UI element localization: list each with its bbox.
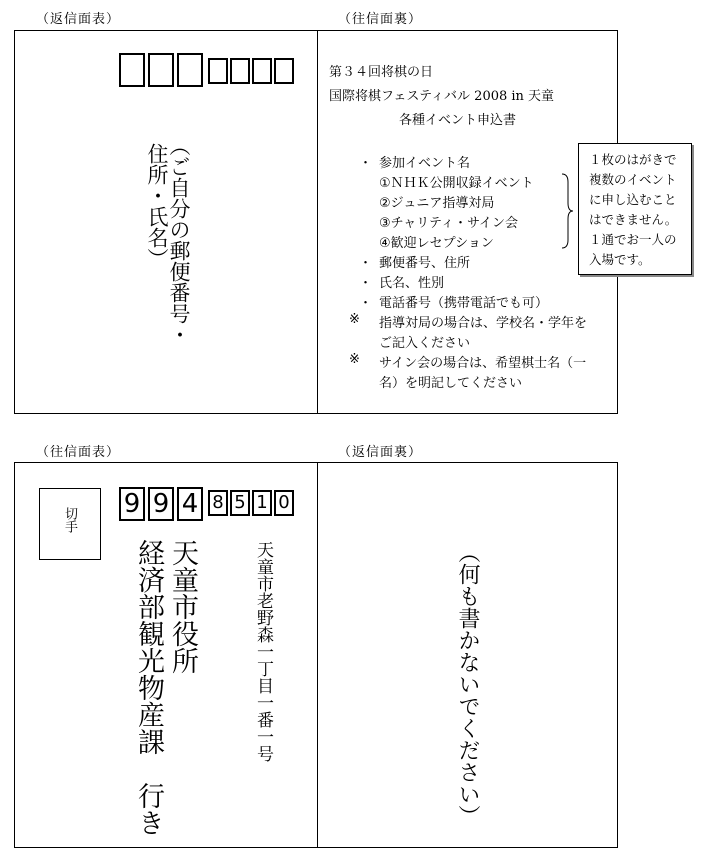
callout-line: 入場です。 bbox=[589, 252, 651, 267]
item-event-2: ②ジュニア指導対局 bbox=[379, 196, 495, 211]
postal-digit: 0 bbox=[274, 490, 294, 516]
card-divider bbox=[317, 463, 318, 847]
top-postcard bbox=[14, 30, 618, 414]
note-1-line2: ご記入ください bbox=[379, 336, 471, 351]
bottom-postcard bbox=[14, 462, 618, 848]
postal-digit: 4 bbox=[177, 487, 203, 521]
callout-line: １枚のはがきで bbox=[589, 152, 677, 167]
recipient-line1: 天童市役所 bbox=[167, 539, 198, 674]
recipient-address: 天童市老野森一丁目一番一号 bbox=[253, 541, 273, 762]
caption-return-front: （返信面表） bbox=[36, 12, 121, 27]
item-address: 郵便番号、住所 bbox=[379, 256, 471, 271]
brace-icon bbox=[559, 173, 575, 249]
postal-box bbox=[177, 53, 203, 87]
callout-line: １通でお一人の bbox=[589, 232, 677, 247]
bullet: ・ bbox=[359, 256, 373, 271]
item-phone: 電話番号（携帯電話でも可） bbox=[379, 296, 549, 311]
callout-line: はできません。 bbox=[589, 212, 678, 227]
address-instruction-line2: 住所・氏名） bbox=[145, 143, 169, 269]
callout-line: 複数のイベント bbox=[589, 172, 677, 187]
postal-box bbox=[148, 53, 174, 87]
note-mark: ※ bbox=[349, 312, 360, 327]
form-title-line1: 第３４回将棋の日 bbox=[329, 65, 434, 80]
postal-box bbox=[252, 58, 272, 84]
do-not-write-instruction: （何も書かないでください） bbox=[455, 541, 480, 827]
item-event-4: ④歓迎レセプション bbox=[379, 236, 494, 251]
bullet: ・ bbox=[359, 156, 373, 171]
postal-box bbox=[274, 58, 294, 84]
address-instruction: （ご自分の郵便番号・ bbox=[167, 135, 191, 345]
postal-box bbox=[119, 53, 145, 87]
card-divider bbox=[317, 31, 318, 413]
item-event-name: 参加イベント名 bbox=[379, 156, 471, 171]
callout-line: に申し込むこと bbox=[589, 192, 677, 207]
note-1-line1: 指導対局の場合は、学校名・学年を bbox=[379, 316, 588, 331]
caption-outgoing-back: （往信面裏） bbox=[338, 12, 423, 27]
postal-digit: 1 bbox=[252, 490, 272, 516]
bullet: ・ bbox=[359, 296, 373, 311]
callout-note bbox=[578, 143, 692, 275]
recipient-line2: 経済部観光物産課 行き bbox=[133, 539, 164, 836]
form-title-line3: 各種イベント申込書 bbox=[399, 113, 517, 128]
stamp-label: 切手 bbox=[62, 507, 77, 533]
postal-digit: 5 bbox=[230, 490, 250, 516]
postal-digit: 9 bbox=[148, 487, 174, 521]
postal-digit: 9 bbox=[119, 487, 145, 521]
caption-return-back: （返信面裏） bbox=[338, 445, 423, 460]
item-event-3: ③チャリティ・サイン会 bbox=[379, 216, 519, 231]
postal-digit: 8 bbox=[208, 490, 228, 516]
stamp-box bbox=[39, 488, 101, 560]
bullet: ・ bbox=[359, 276, 373, 291]
note-mark: ※ bbox=[349, 352, 360, 367]
postal-box bbox=[208, 58, 228, 84]
item-event-1: ①ＮＨＫ公開収録イベント bbox=[379, 176, 534, 191]
postal-box bbox=[230, 58, 250, 84]
form-title-line2: 国際将棋フェスティバル 2008 in 天童 bbox=[329, 89, 555, 104]
item-name-gender: 氏名、性別 bbox=[379, 276, 445, 291]
note-2-line1: サイン会の場合は、希望棋士名（一 bbox=[379, 356, 587, 371]
note-2-line2: 名）を明記してください bbox=[379, 376, 523, 391]
caption-outgoing-front: （往信面表） bbox=[36, 445, 121, 460]
